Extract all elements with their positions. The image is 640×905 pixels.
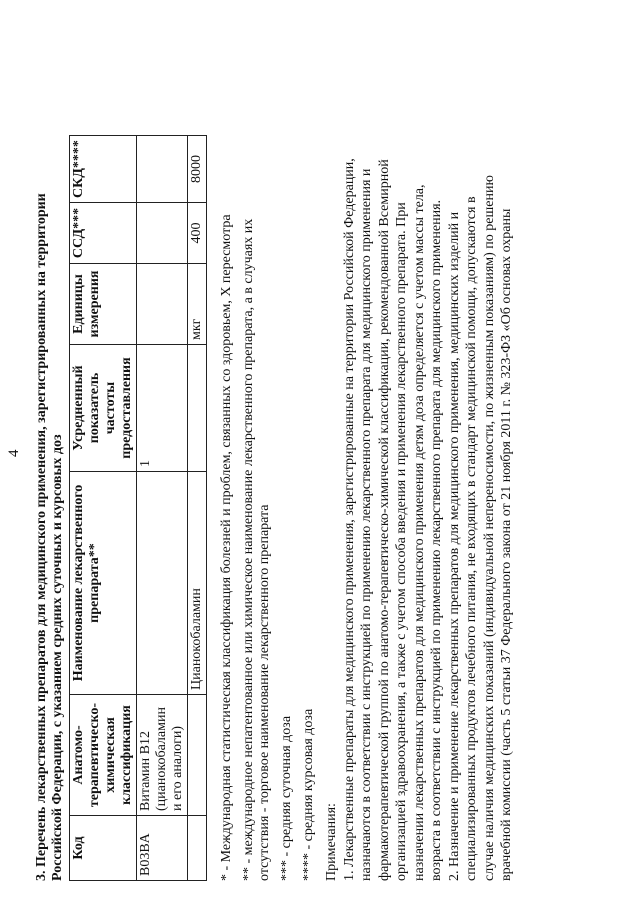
header-skd: СКД**** <box>70 136 137 203</box>
cell-atc: Витамин B12 (цианокобаламин и его аналоги) <box>137 695 188 816</box>
notes-line: врачебной комиссии (часть 5 статьи 37 Федерального закона от 21 ноября 2011 г. № 323-ФЗ «Об основах охраны <box>499 208 514 881</box>
header-ssd: ССД*** <box>70 203 137 264</box>
footnote-skd: **** - средняя курсовая доза <box>301 708 316 881</box>
notes-line: 1. Лекарственные препараты для медицинского применения, зарегистрированные на территории Российской Федерации, <box>341 158 357 881</box>
cell-drug-name: Цианокобаламин <box>188 472 207 695</box>
footnote-inn-line-1: ** - международное непатентованное или химическое наименование лекарственного препарата, а в случаях их <box>241 218 256 881</box>
header-code: Код <box>70 816 137 881</box>
header-atc: Анатомо-терапевтическо-химическая классификация <box>70 695 137 816</box>
notes-line: специализированных продуктов лечебного питания, не входящих в стандарт медицинской помощи, допускаются в <box>464 196 479 881</box>
section-heading-line-1: 3. Перечень лекарственных препаратов для медицинского применения, зарегистрированных на территории <box>34 193 49 881</box>
notes-line: 2. Назначение и применение лекарственных препаратов для медицинского применения, медицинских изделий и <box>446 211 462 881</box>
notes-line: случае наличия медицинских показаний (индивидуальной непереносимости, по жизненным показаниям) по решению <box>481 175 497 881</box>
table-header-row <box>70 136 137 881</box>
cell-code: B03BA <box>137 816 188 881</box>
notes-title: Примечания: <box>324 803 339 881</box>
notes-line: назначаются в соответствии с инструкцией по применению лекарственного препарата для медицинского применения и <box>359 168 374 881</box>
table-row <box>188 136 207 881</box>
table-row <box>137 136 188 881</box>
section-heading-line-2: Российской Федерации, с указанием средних суточных и курсовых доз <box>50 434 65 881</box>
header-units: Единицы измерения <box>70 264 137 345</box>
cell-ssd <box>137 203 188 264</box>
notes-line: организацией здравоохранения, а также с учетом способа введения и применения лекарственного препарата. При <box>394 202 409 881</box>
cell-code <box>188 816 207 881</box>
cell-units <box>137 264 188 345</box>
cell-drug-name <box>137 472 188 695</box>
section-heading <box>34 30 66 881</box>
footnote-inn-line-2: отсутствия - торговое наименование лекарственного препарата <box>257 504 272 881</box>
footnote-inn <box>241 30 273 881</box>
notes-line: возраста в соответствии с инструкцией по применению лекарственного препарата для медицинского применения. <box>429 199 444 881</box>
cell-atc <box>188 695 207 816</box>
cell-skd: 8000 <box>188 136 207 203</box>
cell-skd <box>137 136 188 203</box>
notes-section <box>323 30 516 881</box>
cell-ssd: 400 <box>188 203 207 264</box>
header-frequency: Усредненный показатель частоты предоставления <box>70 345 137 472</box>
notes-line: назначении лекарственных препаратов для медицинского применения детям доза определяется с учетом массы тела, <box>411 184 427 881</box>
page-number: 4 <box>6 449 22 457</box>
footnote-ssd: *** - средняя суточная доза <box>279 715 294 881</box>
header-drug-name: Наименование лекарственного препарата** <box>70 472 137 695</box>
footnote-icd: * - Международная статистическая классификация болезней и проблем, связанных со здоровьем, X пересмотра <box>219 214 234 881</box>
cell-frequency: 1 <box>137 345 188 472</box>
cell-frequency <box>188 345 207 472</box>
cell-units: мкг <box>188 264 207 345</box>
footnotes <box>219 30 317 881</box>
medications-table <box>69 135 207 881</box>
notes-line: фармакотерапевтической группой по анатомо-терапевтическо-химической классификации, рекомендованной Всемирной <box>376 159 392 881</box>
